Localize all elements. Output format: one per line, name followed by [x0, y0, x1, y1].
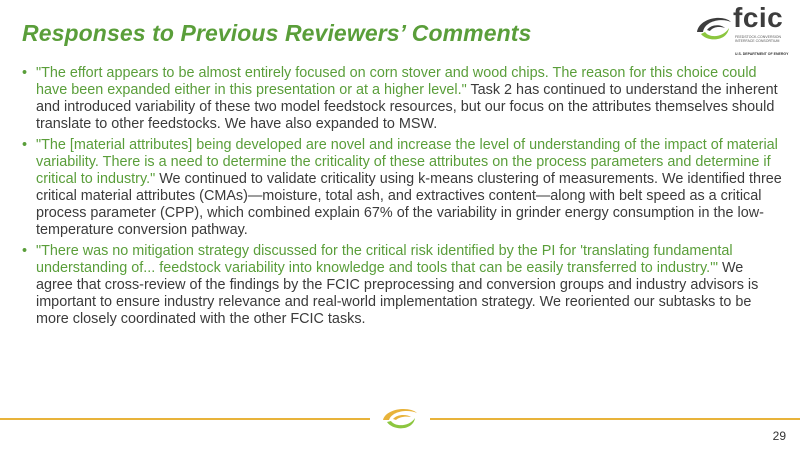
fcic-swoosh-icon — [693, 12, 733, 46]
response-text: We agree that cross-review of the findings by the FCIC preprocessing and conversion groups and industry advisors is important to ensure industry relevance and real-world implementation strategy. We reoriented our subtasks to be more closely coordinated with the other FCIC tasks. — [36, 260, 759, 327]
comment-item — [22, 243, 782, 328]
response-text: We continued to validate criticality using k-means clustering of measurements. We identified three critical material attributes (CMAs)—moisture, total ash, and extractives content—along with belt speed as a critical process parameter (CPP), which combined explain 67% of the variability in grinder energy consumption in the low-temperature conversion pathway. — [36, 171, 782, 238]
footer-divider-left — [0, 418, 370, 420]
reviewer-quote: "There was no mitigation strategy discussed for the critical risk identified by the PI for 'translating fundamental understanding of... feedstock variability into knowledge and tools that can be easily transferred to industry.'" — [36, 243, 733, 276]
page-number: 29 — [772, 429, 786, 443]
response-text: Task 2 has continued to understand the inherent and introduced variability of these two model feedstock resources, but our focus on the attributes themselves should translate to other feedstocks. We have also expanded to MSW. — [36, 82, 778, 132]
logo-subtitle: FEEDSTOCK-CONVERSION INTERFACE CONSORTIUM — [735, 35, 782, 44]
comment-list — [22, 65, 782, 332]
comment-item — [22, 137, 782, 239]
reviewer-quote: "The [material attributes] being developed are novel and increase the level of understanding of the impact of material variability. There is a need to determine the criticality of these attributes on the process parameters and determine if critical to industry." — [36, 137, 778, 187]
footer-swoosh-icon — [380, 404, 420, 434]
slide-title: Responses to Previous Reviewers’ Comments — [22, 20, 532, 46]
logo-wordmark: fcic — [733, 2, 784, 33]
fcic-logo — [693, 2, 797, 64]
footer-divider-right — [430, 418, 800, 420]
reviewer-quote: "The effort appears to be almost entirely focused on corn stover and wood chips. The reason for this choice could have been expanded either in this presentation or at a higher level." — [36, 65, 757, 98]
logo-agency: U.S. DEPARTMENT OF ENERGY — [735, 52, 789, 56]
comment-item — [22, 65, 782, 133]
